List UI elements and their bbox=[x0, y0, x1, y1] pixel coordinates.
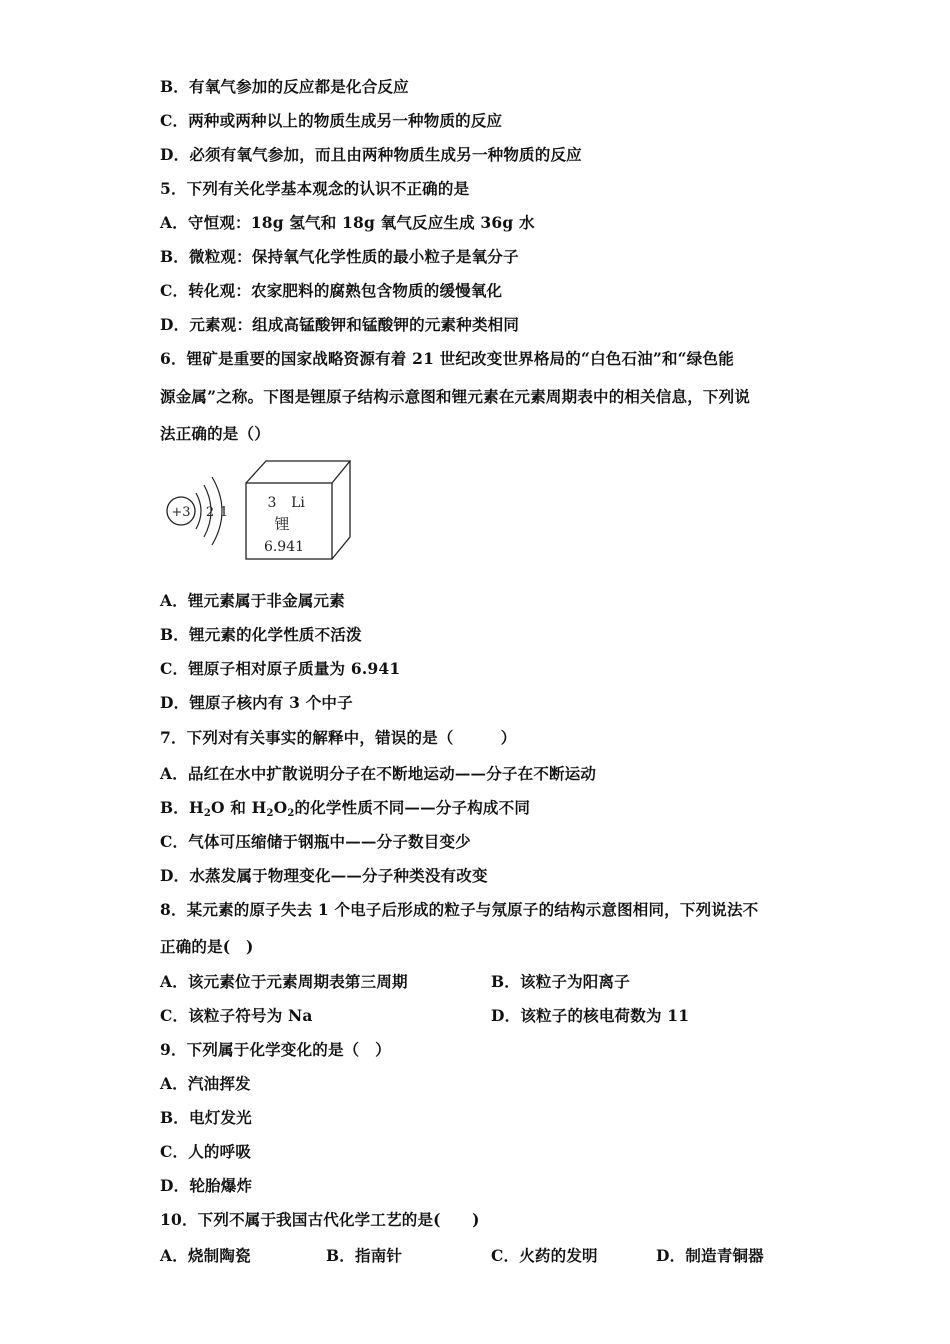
element-card-top bbox=[246, 461, 350, 483]
q6-stem-line3: 法正确的是（） bbox=[160, 424, 270, 443]
q5-option-b: B．微粒观：保持氧气化学性质的最小粒子是氧分子 bbox=[160, 247, 519, 266]
q7-b-suffix: 的化学性质不同——分子构成不同 bbox=[294, 798, 531, 817]
q5-option-d: D．元素观：组成高锰酸钾和锰酸钾的元素种类相同 bbox=[160, 315, 520, 334]
q8-option-a: A．该元素位于元素周期表第三周期 bbox=[160, 972, 408, 991]
q4-option-b: B．有氧气参加的反应都是化合反应 bbox=[160, 77, 409, 96]
electron-shell-1-arc bbox=[196, 493, 201, 529]
q5-option-c: C．转化观：农家肥料的腐熟包含物质的缓慢氧化 bbox=[160, 281, 503, 300]
shell-2-electrons: 1 bbox=[219, 505, 229, 520]
q4-option-d: D．必须有氧气参加，而且由两种物质生成另一种物质的反应 bbox=[160, 145, 582, 164]
q8-option-d: D．该粒子的核电荷数为 11 bbox=[491, 1006, 690, 1025]
q9-option-a: A．汽油挥发 bbox=[160, 1074, 251, 1093]
q7-option-a: A．品红在水中扩散说明分子在不断地运动——分子在不断运动 bbox=[160, 764, 597, 783]
q7-b-prefix: B．H bbox=[160, 798, 204, 817]
q6-option-b: B．锂元素的化学性质不活泼 bbox=[160, 625, 362, 644]
q8-option-c: C．该粒子符号为 Na bbox=[160, 1006, 313, 1025]
q5-stem: 5．下列有关化学基本观念的认识不正确的是 bbox=[160, 179, 470, 198]
q9-option-b: B．电灯发光 bbox=[160, 1108, 252, 1127]
q9-option-d: D．轮胎爆炸 bbox=[160, 1176, 253, 1195]
q10-option-b: B．指南针 bbox=[326, 1246, 403, 1265]
q6-option-c: C．锂原子相对原子质量为 6.941 bbox=[160, 659, 401, 678]
q10-option-c: C．火药的发明 bbox=[491, 1246, 598, 1265]
q10-option-a: A．烧制陶瓷 bbox=[160, 1246, 251, 1265]
q7-b-sub3: 2 bbox=[287, 808, 295, 819]
q7-stem: 7．下列对有关事实的解释中，错误的是（ ） bbox=[160, 728, 517, 747]
q7-b-sub1: 2 bbox=[203, 808, 212, 819]
q6-stem-line1: 6．锂矿是重要的国家战略资源有着 21 世纪改变世界格局的“白色石油”和“绿色能 bbox=[160, 349, 734, 368]
q5-option-a: A．守恒观：18g 氢气和 18g 氧气反应生成 36g 水 bbox=[160, 213, 535, 232]
q7-b-mid2: O bbox=[273, 798, 288, 817]
shell-1-electrons: 2 bbox=[205, 505, 215, 520]
atomic-mass: 6.941 bbox=[263, 539, 305, 555]
q10-option-d: D．制造青铜器 bbox=[656, 1246, 764, 1265]
element-symbol: Li bbox=[291, 495, 305, 511]
q10-stem: 10．下列不属于我国古代化学工艺的是( ) bbox=[160, 1210, 480, 1229]
atomic-number: 3 bbox=[267, 495, 277, 511]
nucleus-charge: +3 bbox=[171, 505, 191, 520]
lithium-figure bbox=[160, 455, 360, 565]
element-name: 锂 bbox=[274, 515, 290, 533]
q4-option-c: C．两种或两种以上的物质生成另一种物质的反应 bbox=[160, 111, 503, 130]
q7-option-b bbox=[160, 798, 530, 824]
q9-stem: 9．下列属于化学变化的是（ ） bbox=[160, 1040, 391, 1059]
q6-option-a: A．锂元素属于非金属元素 bbox=[160, 591, 345, 610]
q8-stem-line2: 正确的是( ) bbox=[160, 937, 254, 956]
q7-option-c: C．气体可压缩储于钢瓶中——分子数目变少 bbox=[160, 832, 471, 851]
q7-b-sub2: 2 bbox=[266, 808, 274, 819]
q7-b-mid: O 和 H bbox=[211, 798, 267, 817]
q9-option-c: C．人的呼吸 bbox=[160, 1142, 252, 1161]
lithium-diagram bbox=[160, 455, 360, 565]
element-card-side bbox=[332, 461, 350, 559]
q7-option-d: D．水蒸发属于物理变化——分子种类没有改变 bbox=[160, 866, 488, 885]
q6-option-d: D．锂原子核内有 3 个中子 bbox=[160, 693, 353, 712]
q6-stem-line2: 源金属”之称。下图是锂原子结构示意图和锂元素在元素周期表中的相关信息，下列说 bbox=[160, 387, 751, 406]
q8-option-b: B．该粒子为阳离子 bbox=[491, 972, 630, 991]
q8-stem-line1: 8．某元素的原子失去 1 个电子后形成的粒子与氖原子的结构示意图相同，下列说法不 bbox=[160, 900, 759, 919]
